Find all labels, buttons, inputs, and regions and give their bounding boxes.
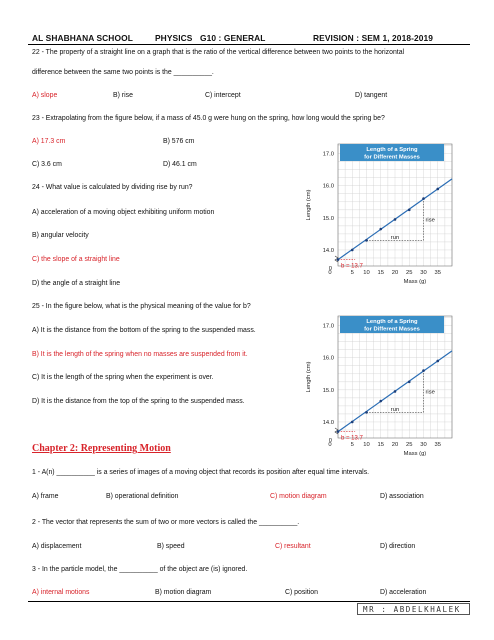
revision: REVISION : SEM 1, 2018-2019: [313, 33, 434, 43]
y-tick-label: 15.0: [322, 215, 334, 222]
q23-option-c: C) 3.6 cm: [32, 161, 62, 168]
y-tick-label-zero: 0: [328, 266, 332, 272]
spring-chart-1: [296, 140, 462, 286]
c2-option-c: C) resultant: [275, 543, 311, 550]
chart-title-line1: Length of a Spring: [366, 319, 418, 325]
y-tick-label: 16.0: [322, 183, 334, 190]
q25-option-d: D) It is the distance from the top of the spring to the suspended mass.: [32, 398, 245, 405]
x-tick-label: 15: [377, 270, 384, 276]
c3-option-b: B) motion diagram: [155, 589, 212, 596]
footer-rule: [28, 601, 470, 602]
y-tick-label: 15.0: [322, 387, 334, 394]
school-name: AL SHABHANA SCHOOL: [32, 33, 133, 43]
x-axis-label: Mass (g): [403, 279, 427, 285]
x-tick-label: 0: [328, 270, 332, 276]
spring-chart-2: [296, 312, 462, 458]
q22-option-b: B) rise: [113, 92, 133, 99]
c2-option-b: B) speed: [157, 543, 185, 550]
c1-text: 1 - A(n) __________ is a series of images of a moving object that records its position after equal time intervals.: [32, 469, 370, 476]
y-tick-label-zero: 0: [328, 438, 332, 444]
q25-option-c: C) It is the length of the spring when the experiment is over.: [32, 374, 214, 381]
c1-option-d: D) association: [380, 493, 424, 500]
rise-label: rise: [425, 217, 435, 224]
data-point: [337, 258, 340, 261]
run-label: run: [390, 406, 400, 413]
chapter-title: Chapter 2: Representing Motion: [32, 443, 171, 454]
q22-option-d: D) tangent: [355, 92, 388, 99]
data-point: [379, 228, 382, 231]
data-point: [422, 197, 425, 200]
x-tick-label: 35: [434, 270, 441, 276]
q24-text: 24 - What value is calculated by dividing rise by run?: [32, 184, 193, 191]
data-point: [365, 239, 368, 242]
q23-option-d: D) 46.1 cm: [163, 161, 197, 168]
c2-option-a: A) displacement: [32, 543, 82, 550]
run-label: run: [390, 234, 400, 241]
x-tick-label: 0: [328, 442, 332, 448]
q22-option-a: A) slope: [32, 92, 58, 99]
q22-text-line2: difference between the same two points is the __________.: [32, 69, 214, 76]
x-tick-label: 10: [363, 270, 370, 276]
q25-text: 25 - In the figure below, what is the physical meaning of the value for b?: [32, 303, 251, 310]
c1-option-c: C) motion diagram: [270, 493, 327, 500]
x-tick-label: 30: [420, 442, 427, 448]
c3-option-a: A) internal motions: [32, 589, 90, 596]
q24-option-a: A) acceleration of a moving object exhibiting uniform motion: [32, 209, 215, 216]
rise-label: rise: [425, 389, 435, 396]
y-axis-label: Length (cm): [306, 361, 312, 393]
data-point: [337, 430, 340, 433]
intercept-label: b = 13.7: [341, 263, 363, 270]
chart-title-line1: Length of a Spring: [366, 147, 418, 153]
q23-option-a: A) 17.3 cm: [32, 138, 66, 145]
x-axis-label: Mass (g): [403, 451, 427, 457]
q23-text: 23 - Extrapolating from the figure below, if a mass of 45.0 g were hung on the spring, how long would the spring be?: [32, 115, 385, 122]
x-tick-label: 20: [391, 442, 399, 448]
q22-option-c: C) intercept: [205, 92, 241, 99]
chart-title-line2: for Different Masses: [364, 154, 420, 161]
data-point: [436, 188, 439, 191]
footer-author: MR : ABDELKHALEK: [363, 605, 461, 614]
data-point: [365, 411, 368, 414]
data-point: [436, 360, 439, 363]
q25-option-a: A) It is the distance from the bottom of the spring to the suspended mass.: [32, 327, 256, 334]
data-point: [394, 390, 397, 393]
q24-option-b: B) angular velocity: [32, 232, 89, 239]
x-tick-label: 30: [420, 270, 427, 276]
q22-text-line1: 22 - The property of a straight line on a graph that is the ratio of the vertical difference between two points to the horizontal: [32, 49, 405, 56]
data-point: [379, 400, 382, 403]
c2-option-d: D) direction: [380, 543, 416, 550]
x-tick-label: 20: [391, 270, 399, 276]
x-tick-label: 25: [406, 442, 413, 448]
y-axis-label: Length (cm): [306, 189, 312, 221]
data-point: [408, 209, 411, 212]
x-tick-label: 5: [350, 270, 354, 276]
data-point: [422, 369, 425, 372]
y-tick-label: 17.0: [322, 151, 334, 158]
c2-text: 2 - The vector that represents the sum of two or more vectors is called the __________.: [32, 519, 300, 526]
c3-text: 3 - In the particle model, the __________ of the object are (is) ignored.: [32, 566, 248, 573]
q23-option-b: B) 576 cm: [163, 138, 195, 145]
c1-option-a: A) frame: [32, 493, 59, 500]
x-tick-label: 5: [350, 442, 354, 448]
data-point: [394, 218, 397, 221]
header-rule: [28, 44, 470, 45]
grade: G10 : GENERAL: [200, 33, 266, 43]
data-point: [351, 421, 354, 424]
x-tick-label: 15: [377, 442, 384, 448]
q25-option-b: B) It is the length of the spring when no masses are suspended from it.: [32, 351, 248, 358]
y-tick-label: 14.0: [322, 247, 334, 254]
subject: PHYSICS: [155, 33, 193, 43]
q24-option-c: C) the slope of a straight line: [32, 256, 120, 263]
c1-option-b: B) operational definition: [106, 493, 179, 500]
c3-option-d: D) acceleration: [380, 589, 427, 596]
data-point: [351, 249, 354, 252]
x-tick-label: 25: [406, 270, 413, 276]
data-point: [408, 381, 411, 384]
y-tick-label: 17.0: [322, 323, 334, 330]
intercept-label: b = 13.7: [341, 435, 363, 442]
x-tick-label: 35: [434, 442, 441, 448]
y-tick-label: 16.0: [322, 355, 334, 362]
chart-title-line2: for Different Masses: [364, 326, 420, 333]
x-tick-label: 10: [363, 442, 370, 448]
q24-option-d: D) the angle of a straight line: [32, 280, 121, 287]
y-tick-label: 14.0: [322, 419, 334, 426]
c3-option-c: C) position: [285, 589, 318, 596]
